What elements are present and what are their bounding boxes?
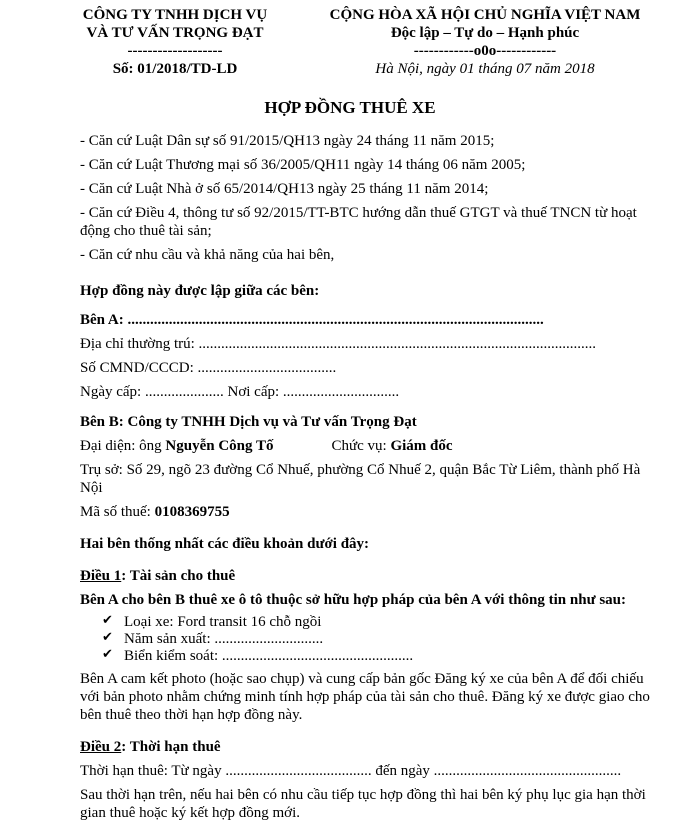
party-b-label: Bên B: Công ty TNHH Dịch vụ và Tư vấn Trọng Đạt [80, 414, 417, 430]
party-a-issue-place: Nơi cấp: ............................... [227, 384, 400, 400]
document-number: Số: 01/2018/TD-LD [112, 61, 238, 77]
party-b-rep-prefix: Đại diện: ông [80, 438, 166, 454]
party-b-position-prefix: Chức vụ: [331, 438, 391, 454]
national-block [300, 6, 670, 78]
date-place: Hà Nội, ngày 01 tháng 07 năm 2018 [375, 61, 595, 77]
legal-basis-item: - Căn cứ Luật Dân sự số 91/2015/QH13 ngày 24 tháng 11 năm 2015; [80, 133, 495, 149]
article-2-paragraph: Sau thời hạn trên, nếu hai bên có nhu cầu tiếp tục hợp đồng thì hai bên ký phụ lục gia hạn thời gian thuê hoặc ký kết hợp đồng mới. [80, 787, 646, 821]
party-b-rep-name: Nguyễn Công Tố [165, 438, 274, 454]
article-2-term: Thời hạn thuê: Từ ngày ....................................... đến ngày .................................................. [80, 763, 622, 779]
legal-basis-item: - Căn cứ Điều 4, thông tư số 92/2015/TT-BTC hướng dẫn thuế GTGT và thuế TNCN từ hoạt động cho thuê tài sản; [80, 205, 637, 239]
legal-basis-item: - Căn cứ Luật Thương mại số 36/2005/QH11 ngày 14 tháng 06 năm 2005; [80, 157, 526, 173]
vehicle-plate: Biển kiểm soát: ................................................... [124, 648, 414, 664]
agreement-intro: Hai bên thống nhất các điều khoản dưới đây: [80, 536, 370, 552]
company-block [60, 6, 290, 78]
document-header [0, 6, 700, 81]
article-1-title: : Tài sản cho thuê [121, 568, 236, 584]
party-a-id-number: Số CMND/CCCD: ..................................... [80, 360, 337, 376]
vehicle-type: Loại xe: Ford transit 16 chỗ ngồi [124, 614, 322, 630]
party-b-tax-prefix: Mã số thuế: [80, 504, 155, 520]
list-item [102, 630, 658, 647]
vehicle-info-list [80, 613, 658, 664]
check-icon: ✔ [102, 613, 113, 628]
party-b-address: Trụ sở: Số 29, ngõ 23 đường Cổ Nhuế, phường Cổ Nhuế 2, quận Bắc Từ Liêm, thành phố Hà Nội [80, 462, 641, 496]
article-1-heading [80, 567, 658, 585]
party-b-tax-line [80, 503, 658, 521]
company-divider: ------------------- [127, 43, 223, 59]
party-a-issue-date: Ngày cấp: ..................... [80, 384, 228, 400]
check-icon: ✔ [102, 647, 113, 662]
party-b-representative-line [80, 437, 658, 455]
party-a-address: Địa chỉ thường trú: .......................................................................................................... [80, 336, 597, 352]
article-1-label: Điều 1 [80, 568, 122, 584]
contract-title: HỢP ĐỒNG THUÊ XE [264, 98, 436, 117]
list-item [102, 613, 658, 630]
party-a-issue-line [80, 383, 658, 401]
party-a-label: Bên A: ............................................................................................................... [80, 312, 544, 328]
legal-basis-item: - Căn cứ nhu cầu và khả năng của hai bên, [80, 247, 335, 263]
article-2-label: Điều 2 [80, 739, 122, 755]
company-name-line1: CÔNG TY TNHH DỊCH VỤ [82, 7, 268, 23]
company-name-line2: VÀ TƯ VẤN TRỌNG ĐẠT [86, 25, 264, 41]
contract-body [80, 132, 658, 822]
check-icon: ✔ [102, 630, 113, 645]
article-1-lead: Bên A cho bên B thuê xe ô tô thuộc sở hữu hợp pháp của bên A với thông tin như sau: [80, 592, 626, 608]
parties-intro: Hợp đồng này được lập giữa các bên: [80, 283, 320, 299]
party-b-position: Giám đốc [390, 438, 453, 454]
legal-basis-item: - Căn cứ Luật Nhà ở số 65/2014/QH13 ngày 25 tháng 11 năm 2014; [80, 181, 489, 197]
motto-divider: ------------o0o------------ [413, 43, 557, 59]
article-1-paragraph: Bên A cam kết photo (hoặc sao chụp) và cung cấp bản gốc Đăng ký xe của bên A để đối chiếu với bản photo nhằm chứng minh tính hợp pháp của tài sản cho thuê. Đăng ký xe được giao cho bên thuê theo thời hạn hợp đồng này. [80, 671, 650, 723]
republic-title: CỘNG HÒA XÃ HỘI CHỦ NGHĨA VIỆT NAM [329, 7, 641, 23]
list-item [102, 647, 658, 664]
national-motto: Độc lập – Tự do – Hạnh phúc [390, 25, 580, 41]
article-2-title: : Thời hạn thuê [121, 739, 221, 755]
party-b-tax-code: 0108369755 [154, 504, 230, 520]
vehicle-year: Năm sản xuất: ............................. [124, 631, 324, 647]
article-2-heading [80, 738, 658, 756]
